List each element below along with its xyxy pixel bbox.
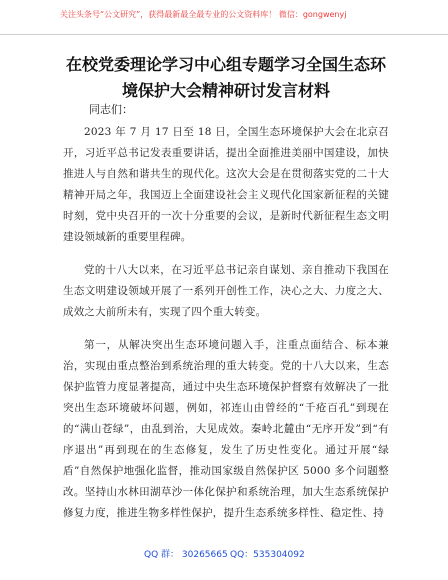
document-title <box>46 52 406 104</box>
qq-contact-text: QQ：535304092 <box>230 550 305 560</box>
title-line-1: 在校党委理论学习中心组专题学习全国生态环 <box>65 55 386 74</box>
paragraph-1: 2023 年 7 月 17 日至 18 日，全国生态环境保护大会在北京召开，习近平总书记发表重要讲话，提出全面推进美丽中国建设，加快推进人与自然和谐共生的现代化。这次大会是在贯彻落实党的二十大精神开局之年，我国迈上全面建设社会主义现代化国家新征程的关键时刻，党中央召开的一次十分重要的会议，是新时代新征程生态文明建设领域新的重要里程碑。 <box>63 126 389 243</box>
header-bar <box>0 0 448 35</box>
paragraph-3: 第一，从解决突出生态环境问题入手，注重点面结合、标本兼治，实现由重点整治到系统治理的重大转变。党的十八大以来，生态保护监管力度显著提高，通过中央生态环境保护督察有效解决了一批突出生态环境破坏问题，例如，祁连山由曾经的“千疮百孔”到现在的“满山苍绿”，由乱到治，大见成效。秦岭北麓由“无序开发”到“有序退出”再到现在的生态修复，发生了历史性变化。通过开展“绿盾”自然保护地强化监督，推动国家级自然保护区 5000 多个问题整改。坚持山水林田湖草沙一体化保护和系统治理，加大生态系统保护修复力度，推进生物多样性保护，提升生态系统多样性、稳定性、持 <box>63 339 389 519</box>
title-line-2: 境保护大会精神研讨发言材料 <box>121 81 330 100</box>
paragraph-2: 党的十八大以来，在习近平总书记亲自谋划、亲自推动下我国在生态文明建设领域开展了一系列开创性工作，决心之大、力度之大、成效之大前所未有，实现了四个重大转变。 <box>63 264 389 318</box>
greeting: 同志们： <box>89 103 133 116</box>
footer <box>0 544 448 564</box>
header-notice: 关注头条号“公文研究”，获得最新最全最专业的公文资料库！ 微信：gongwenyj <box>60 10 347 19</box>
document-body <box>63 122 389 536</box>
qq-group-text: QQ 群： 30265665 <box>144 550 228 560</box>
